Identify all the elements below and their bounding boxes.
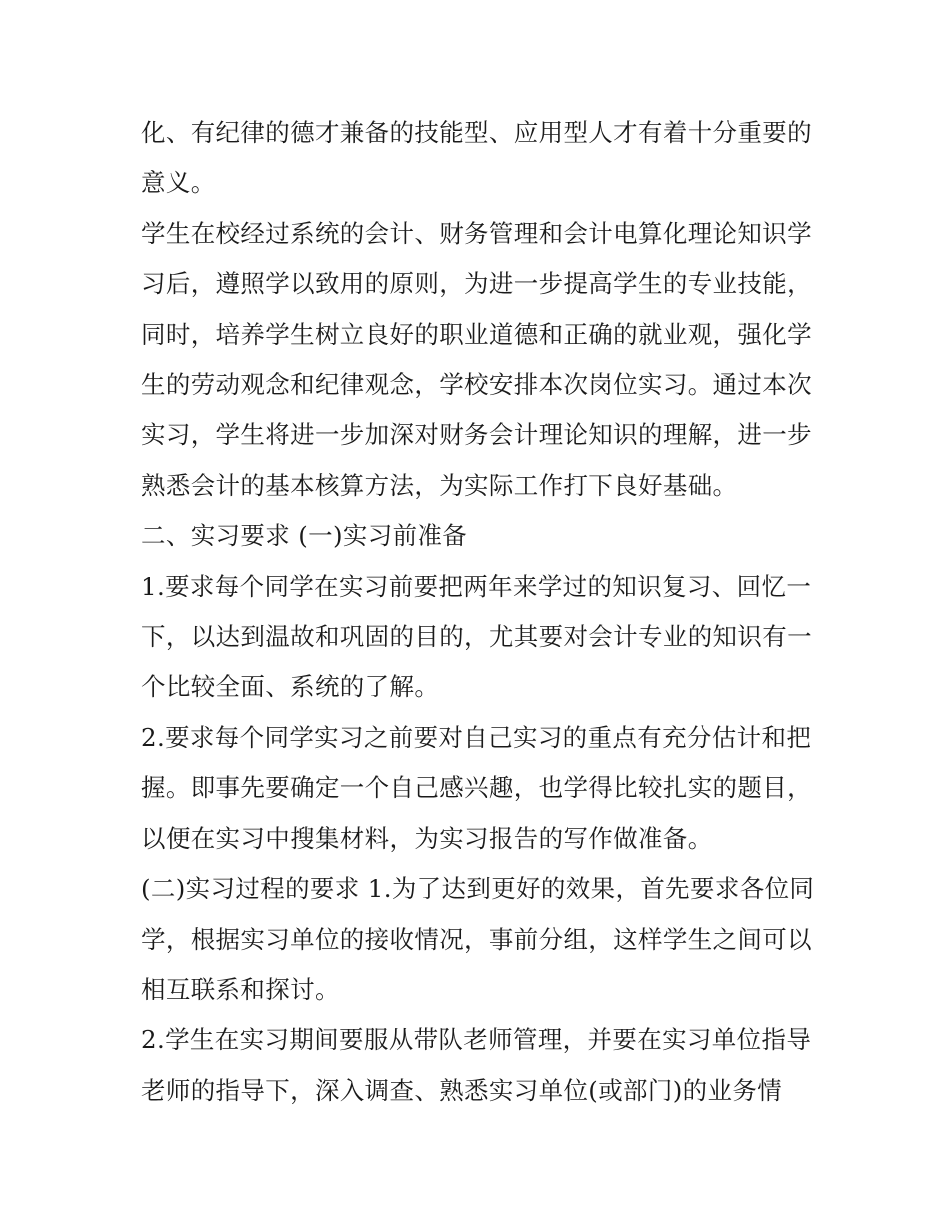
paragraph-requirement-2: 2.要求每个同学实习之前要对自己实习的重点有充分估计和把 握。即事先要确定一个自己感兴趣，也学得比较扎实的题目， 以便在实习中搜集材料，为实习报告的写作做准备。	[141, 722, 812, 853]
paragraph-internship-purpose: 学生在校经过系统的会计、财务管理和会计电算化理论知识学 习后，遵照学以致用的原则，为进一步提高学生的专业技能， 同时，培养学生树立良好的职业道德和正确的就业观，强化学 生的劳动观念和纪律观念，学校安排本次岗位实习。通过本次 实习，学生将进一步加深对财务会计理论知识的理解，进一步 熟悉会计的基本核算方法，为实际工作打下良好基础。	[141, 218, 812, 500]
paragraph-requirement-1: 1.要求每个同学在实习前要把两年来学过的知识复习、回忆一 下，以达到温故和巩固的目的，尤其要对会计专业的知识有一 个比较全面、系统的了解。	[141, 571, 812, 702]
paragraph-process-requirement-2: 2.学生在实习期间要服从带队老师管理，并要在实习单位指导 老师的指导下，深入调查、熟悉实习单位(或部门)的业务情	[141, 1025, 812, 1105]
document-body	[141, 108, 821, 1116]
paragraph-process-requirement-1: (二)实习过程的要求 1.为了达到更好的效果，首先要求各位同 学，根据实习单位的接收情况，事前分组，这样学生之间可以 相互联系和探讨。	[141, 874, 815, 1004]
paragraph-intro-end: 化、有纪律的德才兼备的技能型、应用型人才有着十分重要的 意义。	[141, 118, 812, 198]
section-heading-requirements: 二、实习要求 (一)实习前准备	[141, 521, 468, 551]
